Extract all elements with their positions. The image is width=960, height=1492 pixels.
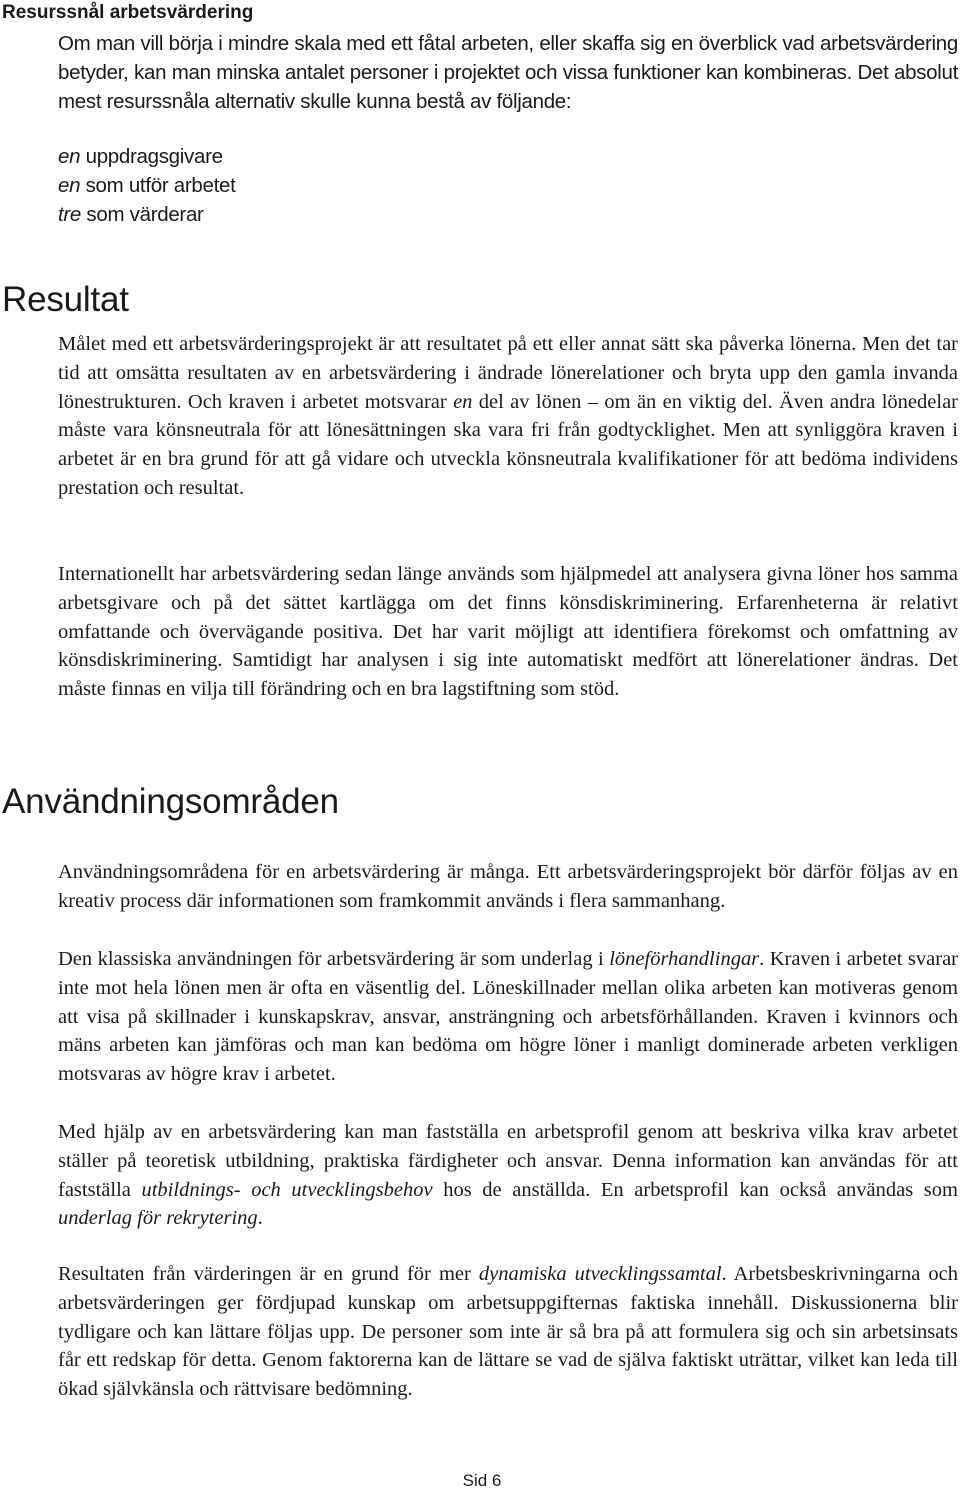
section-heading-resultat: Resultat — [2, 280, 129, 319]
paragraph-resultat-1: Målet med ett arbetsvärderingsprojekt är att resultatet på ett eller annat sätt ska påverka lönerna. Men det tar tid att omsätta resultaten av en arbetsvärdering i ändrade lönerelationer och bryta upp den gamla invanda lönestrukturen. Och kraven i arbetet motsvarar en del av lönen – om än en viktig del. Även andra lönedelar måste vara könsneutrala för att lönesättningen ska vara fri från godtycklighet. Men att synliggöra kraven i arbetet är en bra grund för att gå vidare och utveckla könsneutrala kvalifikationer för att bedöma individens prestation och resultat. — [58, 333, 959, 499]
paragraph-anvandning-1: Användningsområdena för en arbetsvärdering är många. Ett arbetsvärderingsprojekt bör därför följas av en kreativ process där informationen som framkommit används i flera sammanhang. — [58, 861, 958, 912]
paragraph-anvandning-2: Den klassiska användningen för arbetsvärdering är som underlag i löneförhandlingar. Kraven i arbetet svarar inte mot hela lönen men är ofta en väsentlig del. Löneskillnader mellan olika arbeten kan motiveras genom att visa på skillnader i kunskapskrav, ansvar, ansträngning och arbetsförhållanden. Kraven i kvinnors och mäns arbeten kan jämföras och man kan bedöma om högre löner i manligt dominerade arbeten verkligen motsvaras av högre krav i arbetet. — [58, 948, 958, 1086]
section-heading-anvandningsomraden: Användningsområden — [2, 782, 339, 821]
list-item: en uppdragsgivare — [58, 145, 223, 168]
roles-list — [58, 143, 235, 229]
paragraph-anvandning-3: Med hjälp av en arbetsvärdering kan man fastställa en arbetsprofil genom att beskriva vilka krav arbetet ställer på teoretisk utbildning, praktiska färdigheter och ansvar. Denna information kan användas för att fastställa utbildnings- och utvecklingsbehov hos de anställda. En arbetsprofil kan också användas som underlag för rekrytering. — [58, 1121, 958, 1230]
paragraph-anvandning-4: Resultaten från värderingen är en grund för mer dynamiska utvecklingssamtal. Arbetsbeskrivningarna och arbetsvärderingen ger fördjupad kunskap om arbetsuppgifternas faktiska innehåll. Diskussionerna blir tydligare och kan lättare följas upp. De personer som inte är så bra på att formulera sig och sin arbetsinsats får ett redskap för detta. Genom faktorerna kan de lättare se vad de själva faktiskt uträttar, vilket kan leda till ökad självkänsla och rättvisare bedömning. — [58, 1263, 958, 1401]
list-item: en som utför arbetet — [58, 173, 236, 197]
page-number: Sid 6 — [462, 1471, 502, 1490]
paragraph-resultat-2: Internationellt har arbetsvärdering sedan länge används som hjälpmedel att analysera givna löner hos samma arbetsgivare och på det sättet kartlägga om det finns könsdiskriminering. Erfarenheterna är relativt omfattande och övervägande positiva. Det har varit möjligt att identifiera förekomst och omfattning av könsdiskriminering. Samtidigt har analysen i sig inte automatiskt medfört att lönerelationer ändras. Det måste finnas en vilja till förändring och en bra lagstiftning som stöd. — [58, 563, 958, 701]
section-heading-resurssnal: Resurssnål arbetsvärdering — [2, 2, 254, 23]
list-item: tre som värderar — [58, 202, 204, 226]
paragraph-intro: Om man vill börja i mindre skala med ett fåtal arbeten, eller skaffa sig en överblick vad arbetsvärdering betyder, kan man minska antalet personer i projektet och vissa funktioner kan kombineras. Det absolut mest resurssnåla alternativ skulle kunna bestå av följande: — [58, 32, 958, 113]
